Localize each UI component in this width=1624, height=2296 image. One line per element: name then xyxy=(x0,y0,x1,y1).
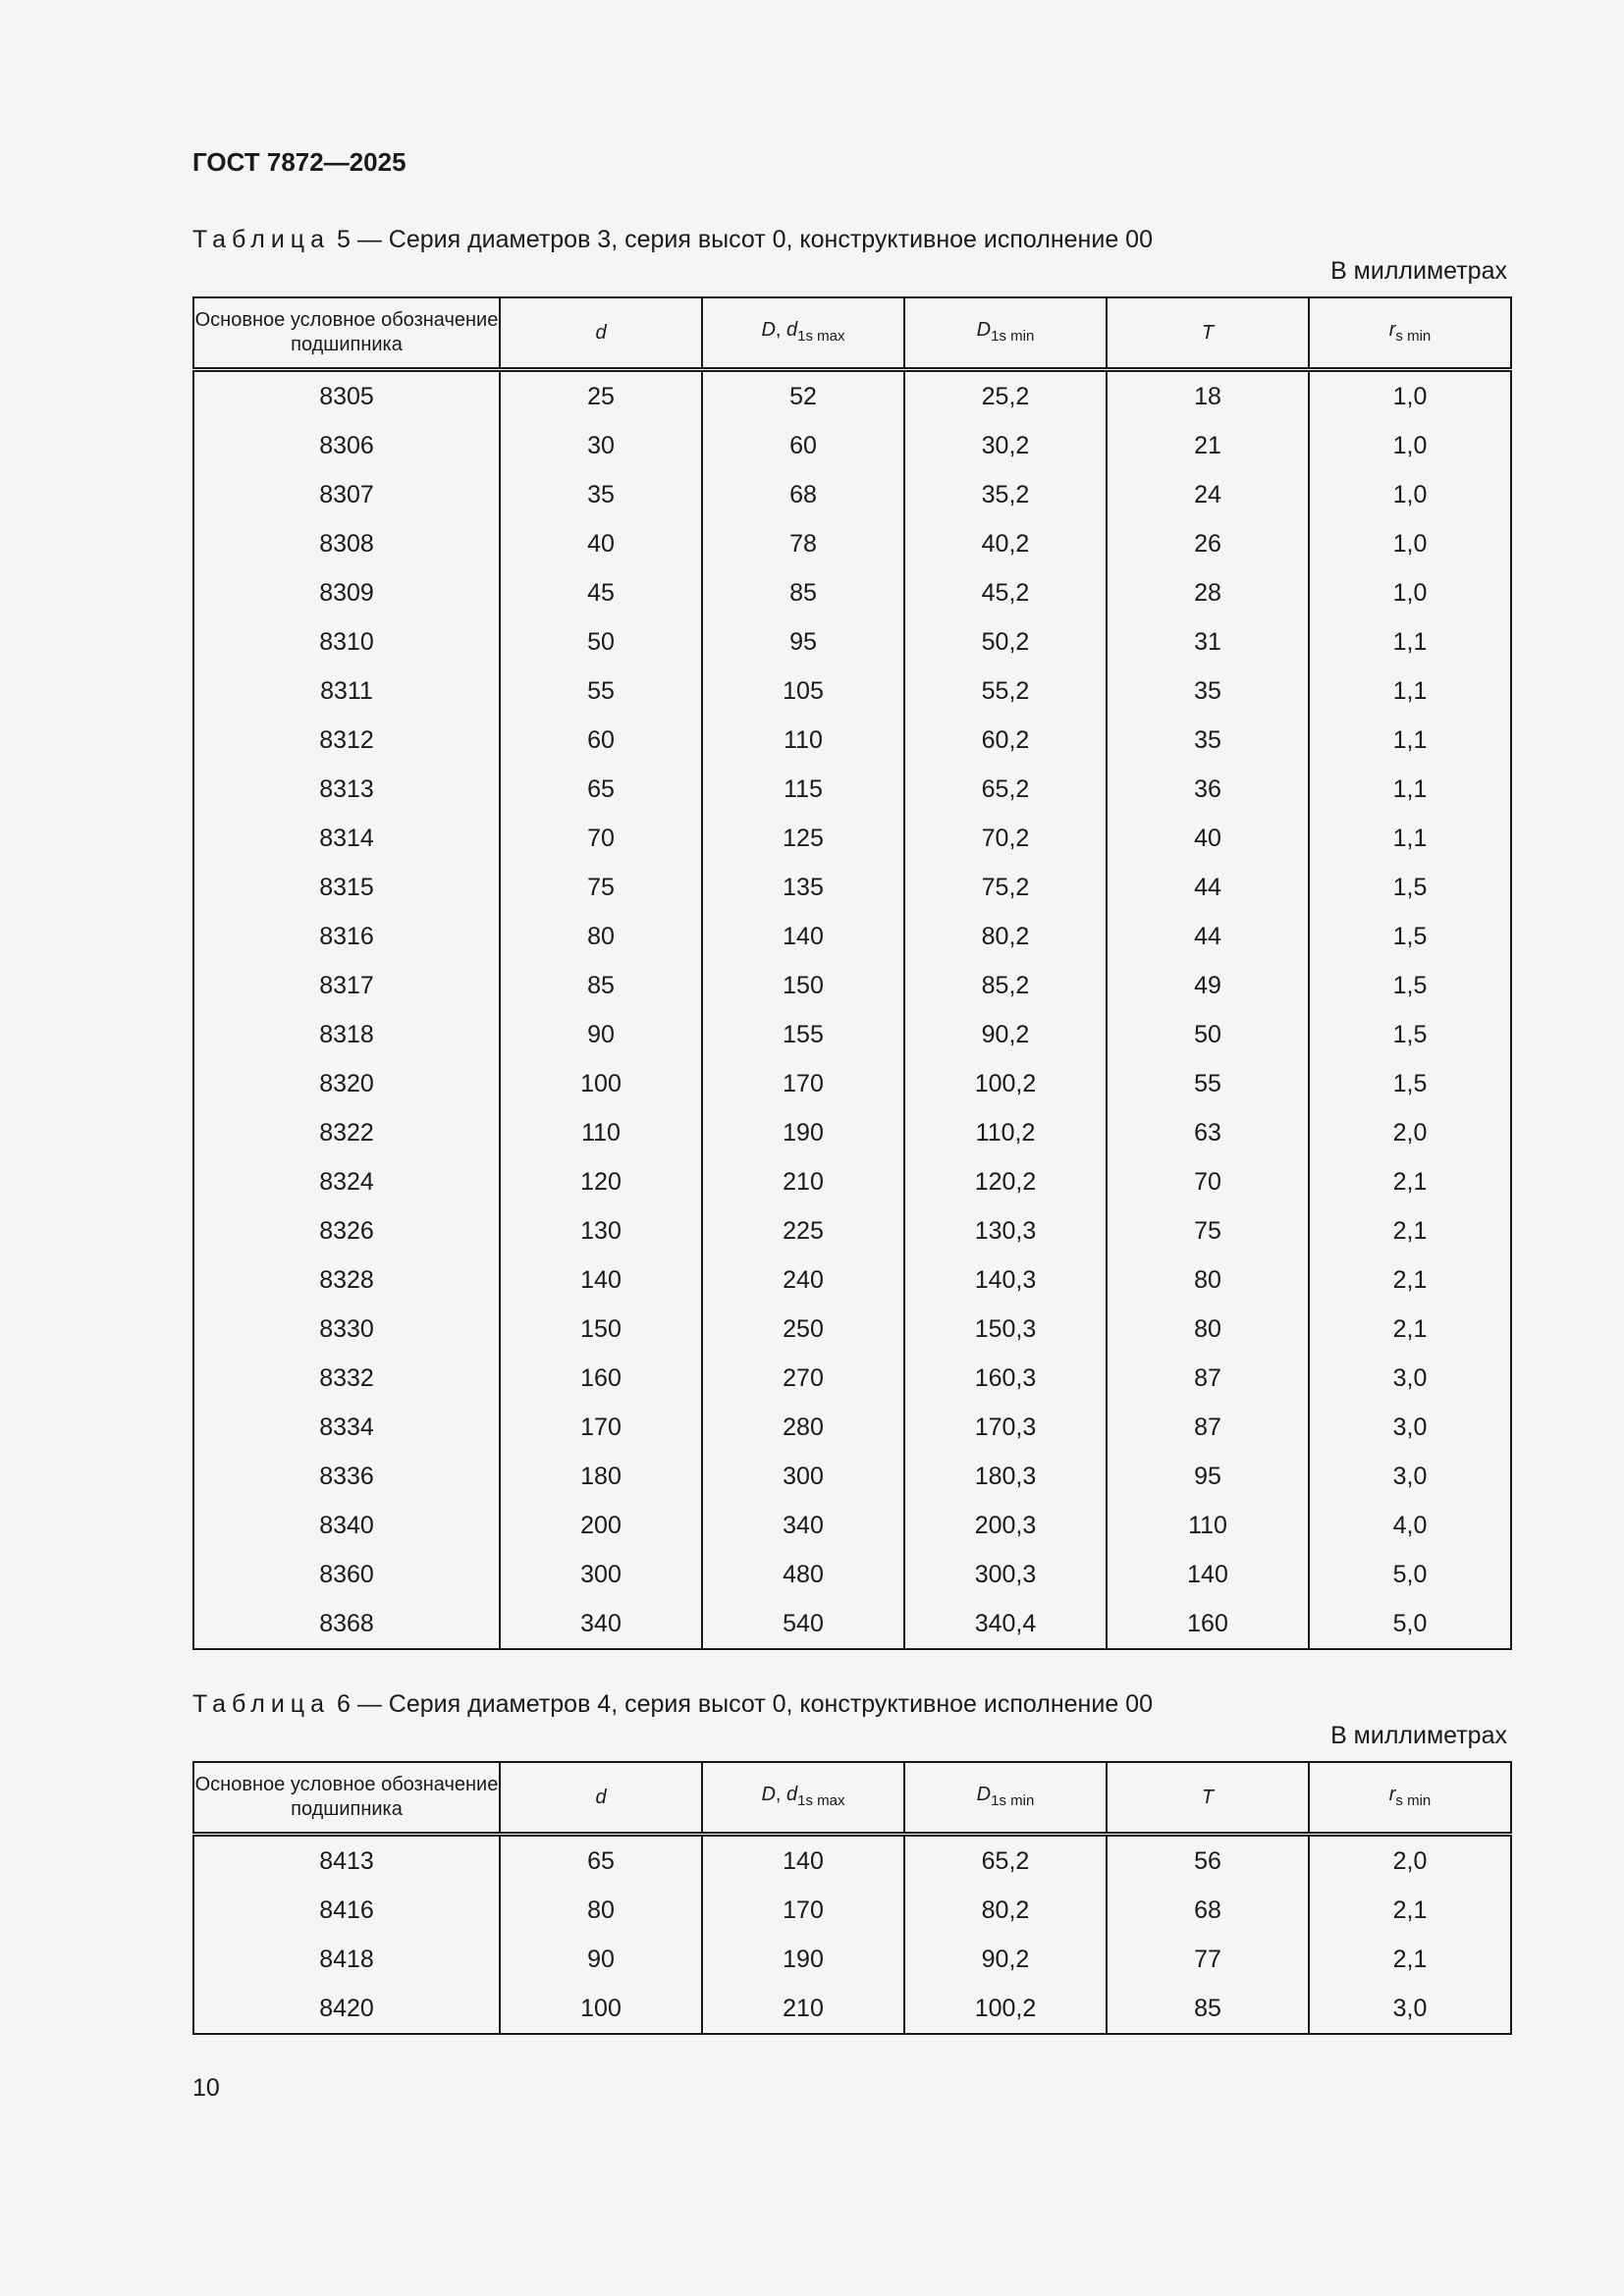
table-cell: 180 xyxy=(500,1452,702,1501)
header-d: d xyxy=(500,1762,702,1835)
header-rs-min: $r_{s min}$ xyxy=(1309,1762,1511,1835)
table-cell: 1,0 xyxy=(1309,421,1511,470)
table-cell: 45,2 xyxy=(904,568,1107,617)
table-row xyxy=(193,1550,1511,1599)
table-cell: 1,5 xyxy=(1309,961,1511,1010)
table-cell: 540 xyxy=(702,1599,904,1649)
table-cell: 8311 xyxy=(193,667,500,716)
table-cell: 80 xyxy=(500,1886,702,1935)
table-cell: 8334 xyxy=(193,1403,500,1452)
table-cell: 1,0 xyxy=(1309,370,1511,422)
table-row xyxy=(193,1599,1511,1649)
table-row xyxy=(193,1255,1511,1305)
table-cell: 150 xyxy=(500,1305,702,1354)
table-cell: 2,1 xyxy=(1309,1935,1511,1984)
table-cell: 8315 xyxy=(193,863,500,912)
table-cell: 31 xyxy=(1107,617,1309,667)
table-cell: 55 xyxy=(1107,1059,1309,1108)
table-cell: 50 xyxy=(1107,1010,1309,1059)
table-row xyxy=(193,1108,1511,1157)
table-cell: 170 xyxy=(500,1403,702,1452)
table-cell: 270 xyxy=(702,1354,904,1403)
table-cell: 3,0 xyxy=(1309,1354,1511,1403)
table-cell: 90,2 xyxy=(904,1935,1107,1984)
table-cell: 40 xyxy=(1107,814,1309,863)
table-cell: 110 xyxy=(1107,1501,1309,1550)
table-cell: 80,2 xyxy=(904,1886,1107,1935)
table-cell: 8305 xyxy=(193,370,500,422)
table-cell: 70,2 xyxy=(904,814,1107,863)
table-cell: 63 xyxy=(1107,1108,1309,1157)
table-cell: 8418 xyxy=(193,1935,500,1984)
table5-caption xyxy=(192,226,1153,254)
table-cell: 52 xyxy=(702,370,904,422)
table-row xyxy=(193,1835,1511,1887)
table-cell: 65,2 xyxy=(904,765,1107,814)
table-cell: 40 xyxy=(500,519,702,568)
table-row xyxy=(193,961,1511,1010)
table-cell: 95 xyxy=(702,617,904,667)
table-cell: 1,0 xyxy=(1309,519,1511,568)
table-row xyxy=(193,421,1511,470)
table-row xyxy=(193,1984,1511,2034)
table-cell: 180,3 xyxy=(904,1452,1107,1501)
table-cell: 21 xyxy=(1107,421,1309,470)
table-cell: 8340 xyxy=(193,1501,500,1550)
table6-body xyxy=(193,1835,1511,2035)
table-cell: 110 xyxy=(500,1108,702,1157)
table-cell: 28 xyxy=(1107,568,1309,617)
header-designation: Основное условное обозначение подшипника xyxy=(193,297,500,370)
table-cell: 170,3 xyxy=(904,1403,1107,1452)
table-row xyxy=(193,1354,1511,1403)
table-row xyxy=(193,912,1511,961)
header-T: T xyxy=(1107,297,1309,370)
table-cell: 2,1 xyxy=(1309,1157,1511,1206)
table-cell: 45 xyxy=(500,568,702,617)
table-cell: 150 xyxy=(702,961,904,1010)
table-cell: 25,2 xyxy=(904,370,1107,422)
table-cell: 65,2 xyxy=(904,1835,1107,1887)
table-cell: 8312 xyxy=(193,716,500,765)
table-cell: 87 xyxy=(1107,1403,1309,1452)
table-cell: 190 xyxy=(702,1108,904,1157)
table-cell: 49 xyxy=(1107,961,1309,1010)
table-cell: 60,2 xyxy=(904,716,1107,765)
header-D1s-min: $D_{1s min}$ xyxy=(904,1762,1107,1835)
table-row xyxy=(193,1886,1511,1935)
table5-caption-text: 5 — Серия диаметров 3, серия высот 0, конструктивное исполнение 00 xyxy=(336,226,1153,253)
table-cell: 170 xyxy=(702,1886,904,1935)
table-cell: 77 xyxy=(1107,1935,1309,1984)
page-number: 10 xyxy=(192,2074,220,2102)
table5-caption-label: Таблица xyxy=(192,226,331,253)
table-row xyxy=(193,814,1511,863)
table-cell: 160,3 xyxy=(904,1354,1107,1403)
table-cell: 1,5 xyxy=(1309,1059,1511,1108)
table-row xyxy=(193,1935,1511,1984)
header-designation: Основное условное обозначение подшипника xyxy=(193,1762,500,1835)
table-cell: 140 xyxy=(702,1835,904,1887)
table-cell: 2,1 xyxy=(1309,1255,1511,1305)
table6-caption xyxy=(192,1690,1153,1719)
table-cell: 68 xyxy=(1107,1886,1309,1935)
table-cell: 110,2 xyxy=(904,1108,1107,1157)
table-cell: 250 xyxy=(702,1305,904,1354)
table-cell: 70 xyxy=(500,814,702,863)
table-cell: 3,0 xyxy=(1309,1403,1511,1452)
table-cell: 60 xyxy=(500,716,702,765)
table-cell: 8416 xyxy=(193,1886,500,1935)
header-rs-min: $r_{s min}$ xyxy=(1309,297,1511,370)
table-cell: 55,2 xyxy=(904,667,1107,716)
table-cell: 2,0 xyxy=(1309,1835,1511,1887)
header-D1s-min: $D_{1s min}$ xyxy=(904,297,1107,370)
header-D-d1s-max: D, $d_{1s max}$ xyxy=(702,1762,904,1835)
table-cell: 68 xyxy=(702,470,904,519)
table-cell: 130,3 xyxy=(904,1206,1107,1255)
table-cell: 115 xyxy=(702,765,904,814)
table-row xyxy=(193,1403,1511,1452)
table-cell: 8318 xyxy=(193,1010,500,1059)
table-row xyxy=(193,568,1511,617)
table-cell: 85 xyxy=(702,568,904,617)
table-cell: 24 xyxy=(1107,470,1309,519)
table-cell: 35 xyxy=(1107,667,1309,716)
table-cell: 80 xyxy=(1107,1305,1309,1354)
table-cell: 8307 xyxy=(193,470,500,519)
table-cell: 90 xyxy=(500,1010,702,1059)
table5 xyxy=(192,296,1512,1650)
table-cell: 100,2 xyxy=(904,1059,1107,1108)
table-cell: 75 xyxy=(500,863,702,912)
table-cell: 1,1 xyxy=(1309,716,1511,765)
table-cell: 80 xyxy=(1107,1255,1309,1305)
table-row xyxy=(193,716,1511,765)
table-cell: 70 xyxy=(1107,1157,1309,1206)
table-cell: 200 xyxy=(500,1501,702,1550)
table6-units: В миллиметрах xyxy=(1330,1722,1507,1749)
table5-units: В миллиметрах xyxy=(1330,257,1507,285)
table-cell: 300 xyxy=(500,1550,702,1599)
table-cell: 2,1 xyxy=(1309,1305,1511,1354)
table-row xyxy=(193,1501,1511,1550)
table-cell: 18 xyxy=(1107,370,1309,422)
table-cell: 95 xyxy=(1107,1452,1309,1501)
table-cell: 190 xyxy=(702,1935,904,1984)
table-cell: 80,2 xyxy=(904,912,1107,961)
table-row xyxy=(193,370,1511,422)
table-cell: 1,1 xyxy=(1309,617,1511,667)
table-cell: 480 xyxy=(702,1550,904,1599)
table-cell: 100 xyxy=(500,1059,702,1108)
table-cell: 340 xyxy=(702,1501,904,1550)
table-cell: 140 xyxy=(702,912,904,961)
table-cell: 55 xyxy=(500,667,702,716)
table-cell: 87 xyxy=(1107,1354,1309,1403)
table-cell: 60 xyxy=(702,421,904,470)
table-cell: 240 xyxy=(702,1255,904,1305)
header-d: d xyxy=(500,297,702,370)
table-cell: 85 xyxy=(1107,1984,1309,2034)
table-cell: 2,0 xyxy=(1309,1108,1511,1157)
table-cell: 5,0 xyxy=(1309,1550,1511,1599)
table-cell: 8324 xyxy=(193,1157,500,1206)
table-cell: 8320 xyxy=(193,1059,500,1108)
table-cell: 8336 xyxy=(193,1452,500,1501)
table-cell: 56 xyxy=(1107,1835,1309,1887)
table-cell: 3,0 xyxy=(1309,1452,1511,1501)
table-cell: 5,0 xyxy=(1309,1599,1511,1649)
table-cell: 8306 xyxy=(193,421,500,470)
table-row xyxy=(193,863,1511,912)
table-cell: 1,5 xyxy=(1309,1010,1511,1059)
table-cell: 120,2 xyxy=(904,1157,1107,1206)
table-cell: 100,2 xyxy=(904,1984,1107,2034)
table-cell: 150,3 xyxy=(904,1305,1107,1354)
table6 xyxy=(192,1761,1512,2035)
table-cell: 140 xyxy=(500,1255,702,1305)
table-row xyxy=(193,1206,1511,1255)
table-cell: 8314 xyxy=(193,814,500,863)
table-cell: 8316 xyxy=(193,912,500,961)
table-cell: 140,3 xyxy=(904,1255,1107,1305)
table-cell: 225 xyxy=(702,1206,904,1255)
table-row xyxy=(193,617,1511,667)
table-cell: 90,2 xyxy=(904,1010,1107,1059)
table-cell: 35,2 xyxy=(904,470,1107,519)
table-cell: 35 xyxy=(1107,716,1309,765)
table-cell: 100 xyxy=(500,1984,702,2034)
table-cell: 26 xyxy=(1107,519,1309,568)
table-cell: 280 xyxy=(702,1403,904,1452)
table-cell: 170 xyxy=(702,1059,904,1108)
table-cell: 30 xyxy=(500,421,702,470)
table-cell: 2,1 xyxy=(1309,1206,1511,1255)
table-cell: 44 xyxy=(1107,912,1309,961)
table-cell: 135 xyxy=(702,863,904,912)
table6-header-row xyxy=(193,1762,1511,1835)
table-cell: 1,1 xyxy=(1309,667,1511,716)
table-cell: 90 xyxy=(500,1935,702,1984)
table-cell: 78 xyxy=(702,519,904,568)
table-cell: 8368 xyxy=(193,1599,500,1649)
table-cell: 4,0 xyxy=(1309,1501,1511,1550)
header-T: T xyxy=(1107,1762,1309,1835)
table-row xyxy=(193,1305,1511,1354)
table-cell: 1,1 xyxy=(1309,814,1511,863)
table-cell: 65 xyxy=(500,765,702,814)
table-cell: 25 xyxy=(500,370,702,422)
table-cell: 8330 xyxy=(193,1305,500,1354)
table5-header-row xyxy=(193,297,1511,370)
table-cell: 300,3 xyxy=(904,1550,1107,1599)
table-cell: 1,5 xyxy=(1309,912,1511,961)
table-cell: 130 xyxy=(500,1206,702,1255)
table-cell: 8420 xyxy=(193,1984,500,2034)
table-cell: 120 xyxy=(500,1157,702,1206)
table-cell: 8360 xyxy=(193,1550,500,1599)
table-cell: 8326 xyxy=(193,1206,500,1255)
table-cell: 340 xyxy=(500,1599,702,1649)
table-row xyxy=(193,765,1511,814)
table-cell: 50 xyxy=(500,617,702,667)
table-cell: 8310 xyxy=(193,617,500,667)
table-cell: 44 xyxy=(1107,863,1309,912)
table-cell: 1,0 xyxy=(1309,470,1511,519)
table-cell: 85,2 xyxy=(904,961,1107,1010)
table-cell: 80 xyxy=(500,912,702,961)
table-cell: 140 xyxy=(1107,1550,1309,1599)
table-cell: 1,5 xyxy=(1309,863,1511,912)
document-code: ГОСТ 7872—2025 xyxy=(192,147,406,177)
table-cell: 300 xyxy=(702,1452,904,1501)
table-cell: 8328 xyxy=(193,1255,500,1305)
table-row xyxy=(193,1452,1511,1501)
table6-caption-text: 6 — Серия диаметров 4, серия высот 0, конструктивное исполнение 00 xyxy=(336,1690,1153,1718)
table-cell: 340,4 xyxy=(904,1599,1107,1649)
table-row xyxy=(193,1157,1511,1206)
table-cell: 200,3 xyxy=(904,1501,1107,1550)
table-row xyxy=(193,667,1511,716)
table-cell: 110 xyxy=(702,716,904,765)
table-cell: 35 xyxy=(500,470,702,519)
table-row xyxy=(193,470,1511,519)
table-cell: 2,1 xyxy=(1309,1886,1511,1935)
table-cell: 125 xyxy=(702,814,904,863)
table-cell: 8309 xyxy=(193,568,500,617)
table-row xyxy=(193,519,1511,568)
table-cell: 210 xyxy=(702,1157,904,1206)
table-cell: 8332 xyxy=(193,1354,500,1403)
table-cell: 160 xyxy=(1107,1599,1309,1649)
table-cell: 40,2 xyxy=(904,519,1107,568)
table-cell: 8313 xyxy=(193,765,500,814)
header-D-d1s-max: D, $d_{1s max}$ xyxy=(702,297,904,370)
table6-caption-label: Таблица xyxy=(192,1690,331,1718)
table-cell: 210 xyxy=(702,1984,904,2034)
table-cell: 3,0 xyxy=(1309,1984,1511,2034)
table5-body xyxy=(193,370,1511,1650)
table-cell: 75 xyxy=(1107,1206,1309,1255)
table-cell: 1,0 xyxy=(1309,568,1511,617)
table-cell: 85 xyxy=(500,961,702,1010)
table-cell: 30,2 xyxy=(904,421,1107,470)
table-cell: 155 xyxy=(702,1010,904,1059)
table-cell: 8413 xyxy=(193,1835,500,1887)
table-cell: 75,2 xyxy=(904,863,1107,912)
table-cell: 160 xyxy=(500,1354,702,1403)
table-row xyxy=(193,1059,1511,1108)
table-cell: 65 xyxy=(500,1835,702,1887)
table-cell: 8317 xyxy=(193,961,500,1010)
table-cell: 8308 xyxy=(193,519,500,568)
table-cell: 8322 xyxy=(193,1108,500,1157)
table-cell: 1,1 xyxy=(1309,765,1511,814)
table-row xyxy=(193,1010,1511,1059)
table-cell: 50,2 xyxy=(904,617,1107,667)
table-cell: 105 xyxy=(702,667,904,716)
table-cell: 36 xyxy=(1107,765,1309,814)
